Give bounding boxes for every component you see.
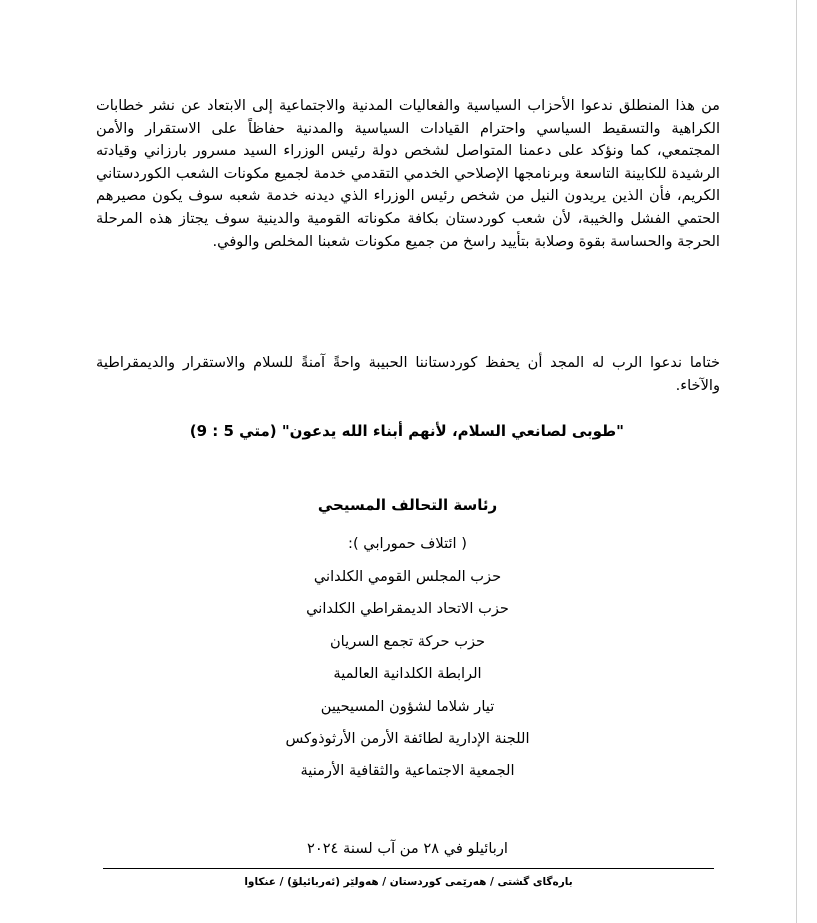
signatory-item: حزب المجلس القومي الكلداني bbox=[313, 568, 502, 585]
date-line: اربائيلو في ٢٨ من آب لسنة ٢٠٢٤ bbox=[307, 840, 508, 857]
bible-quote: "طوبى لصانعي السلام، لأنهم أبناء الله يدعون" (متي 5 : 9) bbox=[189, 422, 624, 440]
signatory-item: اللجنة الإدارية لطائفة الأرمن الأرثوذوكس bbox=[285, 729, 530, 747]
signatory-item: حزب الاتحاد الديمقراطي الكلداني bbox=[306, 600, 509, 618]
signature-title: رئاسة التحالف المسيحي bbox=[317, 496, 498, 514]
footer-address: بارەگای گشتی / هەرێمی کوردستان / هەولێر (ئەربائیلۆ) / عنکاوا bbox=[244, 876, 573, 888]
signatory-item: تيار شلاما لشؤون المسيحيين bbox=[320, 697, 495, 715]
signatory-item: الرابطة الكلدانية العالمية bbox=[333, 665, 482, 683]
signatory-item: حزب حركة تجمع السريان bbox=[329, 632, 486, 650]
letter-paragraph-2: ختاما ندعوا الرب له المجد أن يحفظ كوردستاننا الحبيبة واحةً آمنةً للسلام والاستقرار والديمقراطية والآخاء. bbox=[96, 354, 720, 394]
coalition-name: ( ائتلاف حمورابي ): bbox=[348, 535, 467, 552]
signatory-item: الجمعية الاجتماعية والثقافية الأرمنية bbox=[300, 762, 515, 780]
page-edge-line bbox=[796, 0, 797, 923]
footer-divider bbox=[103, 868, 714, 869]
signatory-list bbox=[140, 566, 675, 793]
letter-paragraph-1: من هذا المنطلق ندعوا الأحزاب السياسية والفعاليات المدنية والاجتماعية إلى الابتعاد عن نشر خطابات الكراهية والتسقيط السياسي واحترام القيادات السياسية والمدنية حفاظاً على الاستقرار والأمن المجتمعي، كما ونؤكد على دعمنا المتواصل لشخص دولة رئيس الوزراء السيد مسرور بارزاني وقيادته الرشيدة للكابينة التاسعة وبرنامجها الإصلاحي الخدمي التقدمي خدمة لجميع مكونات الشعب الكوردستاني الكريم، فأن الذين يريدون النيل من شخص رئيس الوزراء الذي ديدنه خدمة شعبه سوف يكون مصيرهم الحتمي الفشل والخيبة، لأن شعب كوردستان بكافة مكوناته القومية والدينية سوف يجتاز هذه المرحلة الحرجة والحساسة بقوة وصلابة بتأييد راسخ من جميع مكونات شعبنا المخلص والوفي. bbox=[96, 97, 720, 250]
